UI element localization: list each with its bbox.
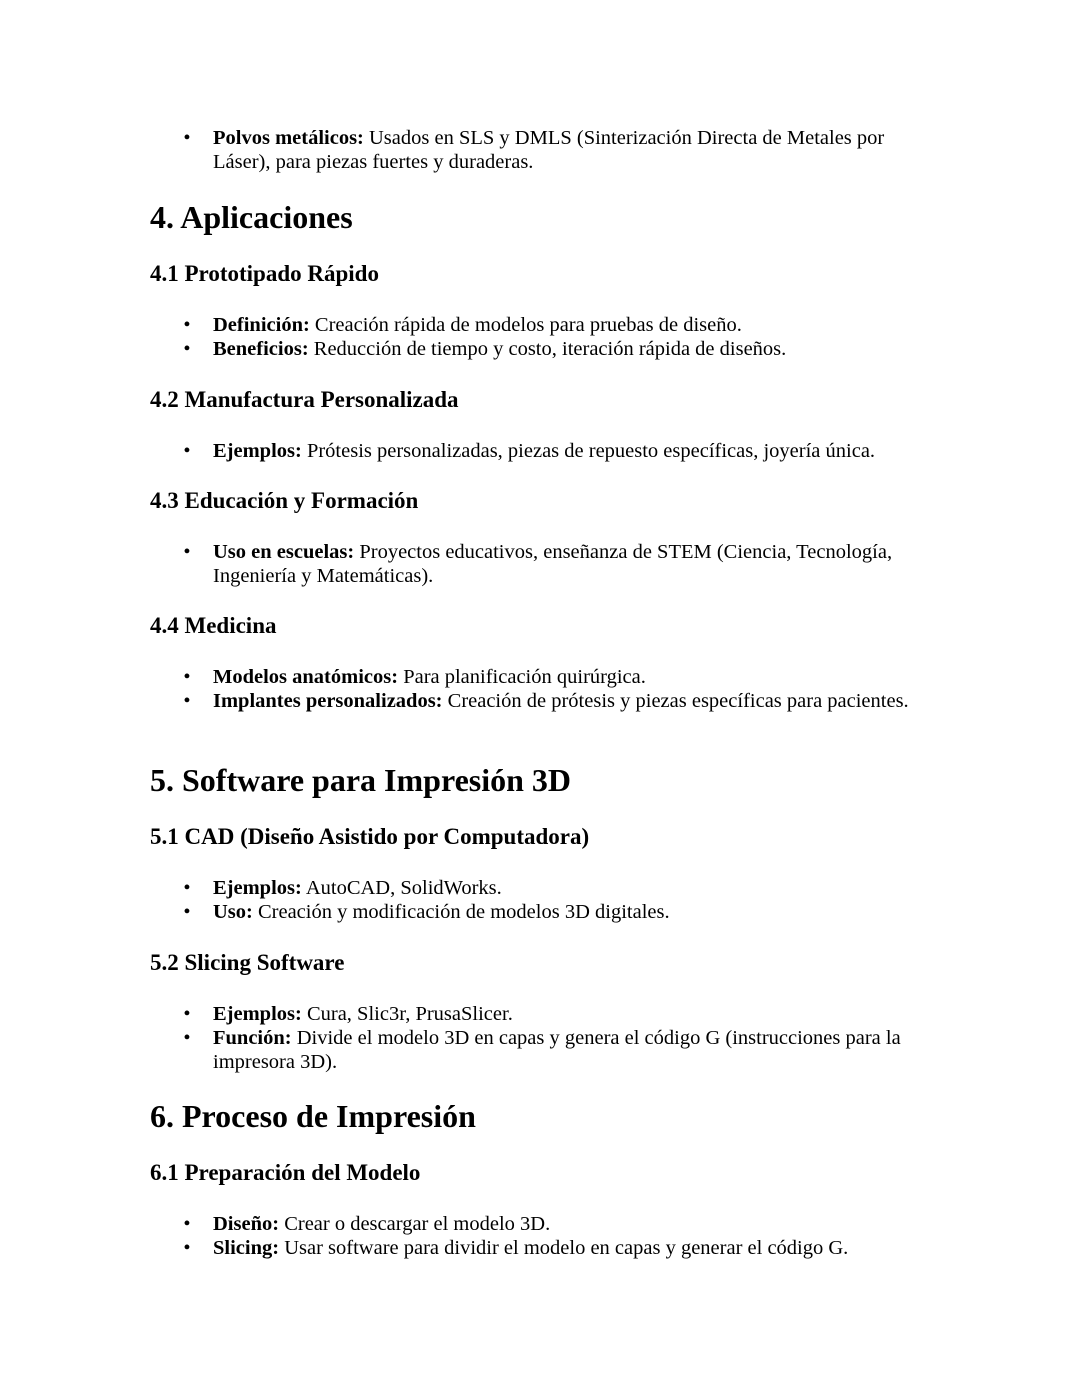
subsection-heading-4-4: 4.4 Medicina [150, 613, 277, 638]
list-item: • Implantes personalizados: Creación de prótesis y piezas específicas para pacientes. [0, 689, 928, 713]
subsection-4-4-list [0, 665, 1080, 713]
subsection-6-1-list [0, 1212, 1080, 1260]
bullet-icon: • [183, 338, 191, 360]
subsection-heading-4-1: 4.1 Prototipado Rápido [150, 261, 379, 286]
section-heading-6: 6. Proceso de Impresión [150, 1098, 476, 1134]
subsection-4-2-list [0, 439, 1080, 463]
list-item: • Función: Divide el modelo 3D en capas y genera el código G (instrucciones para la impresora 3D). [0, 1026, 928, 1074]
list-item: • Uso en escuelas: Proyectos educativos, enseñanza de STEM (Ciencia, Tecnología, Ingeniería y Matemáticas). [0, 540, 928, 588]
subsection-heading-4-2: 4.2 Manufactura Personalizada [150, 387, 459, 412]
subsection-heading-5-1: 5.1 CAD (Diseño Asistido por Computadora) [150, 824, 590, 849]
bullet-icon: • [183, 1213, 191, 1235]
subsection-5-2-list [0, 1002, 1080, 1074]
list-item: • Ejemplos: Prótesis personalizadas, piezas de repuesto específicas, joyería única. [0, 439, 928, 463]
list-item: • Slicing: Usar software para dividir el modelo en capas y generar el código G. [0, 1236, 928, 1260]
bullet-icon: • [183, 314, 191, 336]
list-item: • Beneficios: Reducción de tiempo y costo, iteración rápida de diseños. [0, 337, 928, 361]
list-item: • Modelos anatómicos: Para planificación quirúrgica. [0, 665, 928, 689]
bullet-icon: • [183, 127, 191, 149]
subsection-5-1-list [0, 876, 1080, 924]
list-item: • Definición: Creación rápida de modelos para pruebas de diseño. [0, 313, 928, 337]
subsection-4-3-list [0, 540, 1080, 588]
list-item: • Ejemplos: AutoCAD, SolidWorks. [0, 876, 928, 900]
bullet-icon: • [183, 1003, 191, 1025]
bullet-icon: • [183, 690, 191, 712]
intro-list [0, 126, 1080, 174]
subsection-heading-6-1: 6.1 Preparación del Modelo [150, 1160, 421, 1185]
list-item: • Uso: Creación y modificación de modelos 3D digitales. [0, 900, 928, 924]
subsection-heading-5-2: 5.2 Slicing Software [150, 950, 345, 975]
section-heading-4: 4. Aplicaciones [150, 199, 353, 235]
subsection-4-1-list [0, 313, 1080, 361]
bullet-icon: • [183, 440, 191, 462]
bullet-icon: • [183, 666, 191, 688]
list-item: • Ejemplos: Cura, Slic3r, PrusaSlicer. [0, 1002, 928, 1026]
list-item: • Polvos metálicos: Usados en SLS y DMLS (Sinterización Directa de Metales por Láser), para piezas fuertes y duraderas. [0, 126, 928, 174]
bullet-icon: • [183, 541, 191, 563]
bullet-icon: • [183, 901, 191, 923]
bullet-icon: • [183, 877, 191, 899]
bullet-icon: • [183, 1027, 191, 1049]
subsection-heading-4-3: 4.3 Educación y Formación [150, 488, 419, 513]
bullet-icon: • [183, 1237, 191, 1259]
list-item: • Diseño: Crear o descargar el modelo 3D. [0, 1212, 928, 1236]
section-heading-5: 5. Software para Impresión 3D [150, 762, 572, 798]
